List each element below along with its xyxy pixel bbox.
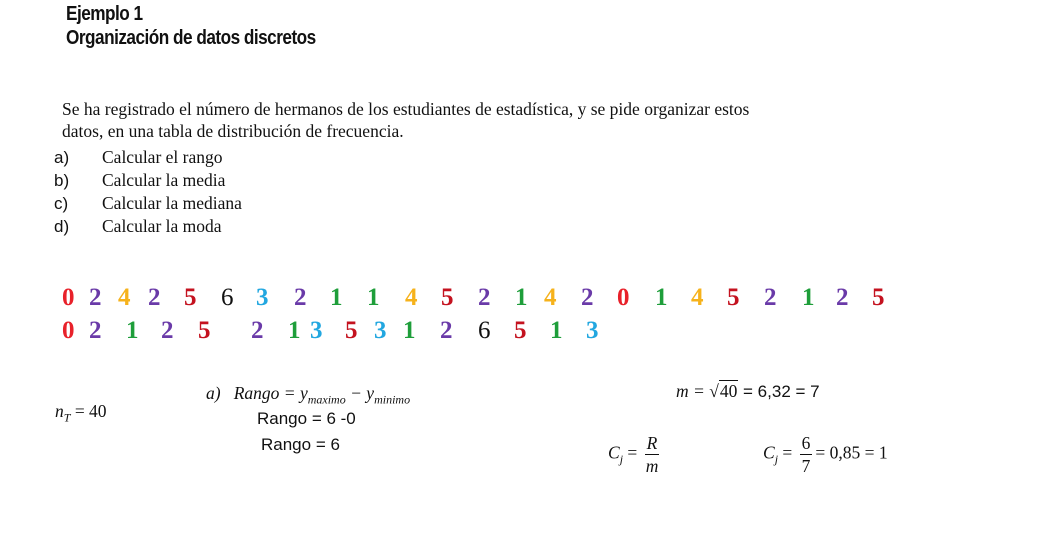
data-digit: 5 (441, 284, 454, 311)
cj-subscript: j (619, 452, 624, 467)
data-digit: 1 (515, 284, 528, 311)
data-digit: 2 (294, 284, 307, 311)
rango-step-2: Rango = 6 (261, 435, 340, 454)
m-lhs: m = (676, 381, 710, 401)
list-item-text: Calcular la mediana (102, 193, 242, 213)
data-digit: 0 (617, 284, 630, 311)
data-digit: 1 (288, 317, 301, 344)
data-digit: 2 (89, 284, 102, 311)
data-digit: 2 (764, 284, 777, 311)
data-digit: 5 (184, 284, 197, 311)
data-digit: 4 (544, 284, 557, 311)
list-item (54, 169, 242, 192)
data-digit: 3 (586, 317, 599, 344)
data-digit: 5 (345, 317, 358, 344)
sqrt-icon: √ (709, 381, 719, 401)
list-item (54, 215, 242, 238)
data-digit: 1 (126, 317, 139, 344)
page-title (66, 2, 316, 50)
data-digit: 2 (478, 284, 491, 311)
data-digit: 5 (727, 284, 740, 311)
nt-value: = 40 (70, 401, 107, 421)
rango-sub-max: maximo (307, 392, 346, 407)
rango-formula (206, 383, 410, 408)
data-digit: 2 (251, 317, 264, 344)
data-digit: 1 (802, 284, 815, 311)
cj2-subscript: j (774, 452, 779, 467)
data-digit: 2 (440, 317, 453, 344)
list-item-text: Calcular el rango (102, 147, 223, 167)
list-item-text: Calcular la moda (102, 216, 222, 236)
cj2-numerator: 6 (801, 433, 811, 453)
data-row-2 (0, 316, 1054, 346)
data-digit: 2 (836, 284, 849, 311)
cj-numerator: R (646, 433, 658, 453)
title-line-1: Ejemplo 1 (66, 3, 143, 25)
data-digit: 2 (161, 317, 174, 344)
data-row-1 (0, 283, 1054, 313)
data-digit: 2 (581, 284, 594, 311)
cj2-symbol: C (763, 442, 775, 463)
cj-equals: = (623, 442, 638, 463)
data-digit: 2 (89, 317, 102, 344)
data-digit: 1 (550, 317, 563, 344)
rango-label: a) (206, 383, 221, 403)
cj-symbol: C (608, 442, 620, 463)
title-line-2: Organización de datos discretos (66, 27, 316, 49)
cj-formula (608, 432, 662, 477)
nt-formula (55, 401, 107, 426)
list-item (54, 146, 242, 169)
cj-fraction (645, 432, 660, 477)
data-digit: 1 (655, 284, 668, 311)
nt-subscript: T (63, 410, 71, 425)
data-digit: 0 (62, 317, 75, 344)
intro-paragraph (62, 98, 749, 142)
data-digit: 6 (221, 284, 234, 311)
list-item-text: Calcular la media (102, 170, 226, 190)
data-digit: 1 (330, 284, 343, 311)
m-result: = 6,32 = 7 (738, 382, 820, 401)
intro-line-2: datos, en una tabla de distribución de frecuencia. (62, 121, 404, 141)
data-digit: 3 (256, 284, 269, 311)
cj2-equals: = (778, 442, 793, 463)
data-digit: 3 (374, 317, 387, 344)
data-digit: 1 (367, 284, 380, 311)
data-digit: 4 (405, 284, 418, 311)
intro-line-1: Se ha registrado el número de hermanos de los estudiantes de estadística, y se pide organizar estos (62, 99, 750, 119)
data-digit: 4 (118, 284, 131, 311)
rango-minus: − y (345, 383, 375, 403)
m-formula (676, 381, 820, 402)
list-item-label: c) (54, 194, 69, 213)
list-item-label: d) (54, 217, 70, 236)
data-digit: 1 (403, 317, 416, 344)
nt-symbol: n (55, 401, 64, 421)
data-digit: 4 (691, 284, 704, 311)
list-item (54, 192, 242, 215)
cj2-fraction (800, 432, 813, 477)
data-digit: 0 (62, 284, 75, 311)
list-item-label: a) (54, 148, 70, 167)
data-digit: 6 (478, 317, 491, 344)
task-list (54, 146, 242, 238)
cj-value-formula (763, 432, 888, 477)
data-digit: 3 (310, 317, 323, 344)
rango-sub-min: minimo (374, 392, 411, 407)
data-digit: 5 (198, 317, 211, 344)
data-digit: 5 (872, 284, 885, 311)
data-digit: 2 (148, 284, 161, 311)
cj2-denominator: 7 (801, 456, 811, 476)
cj-denominator: m (645, 456, 659, 476)
rango-lhs: Rango = y (233, 383, 308, 403)
cj2-result: = 0,85 = 1 (815, 442, 888, 463)
rango-step-1: Rango = 6 -0 (257, 409, 356, 428)
m-sqrt-value: 40 (719, 381, 738, 401)
data-digit: 5 (514, 317, 527, 344)
list-item-label: b) (54, 171, 70, 190)
